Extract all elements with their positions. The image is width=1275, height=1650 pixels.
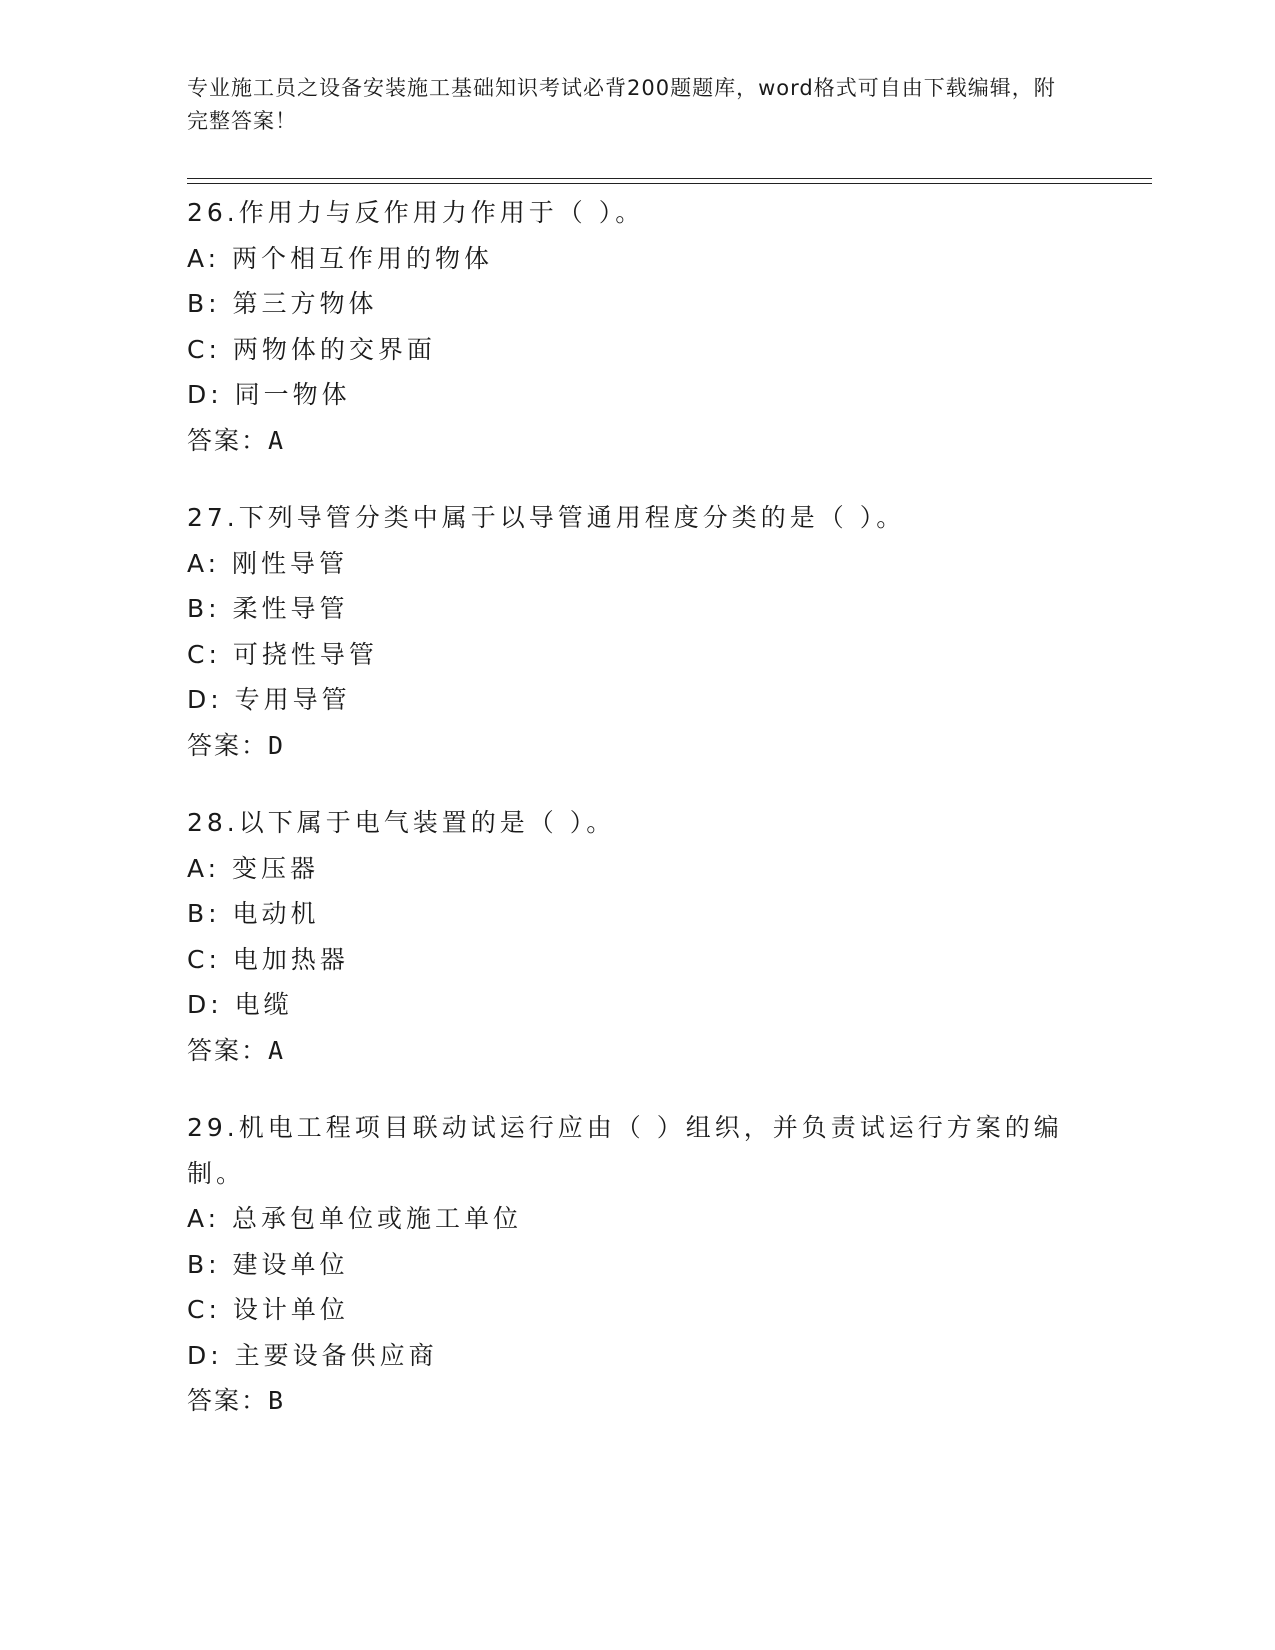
answer-value: B [268,1386,284,1415]
question-text: 26.作用力与反作用力作用于（ ）。 [187,198,645,227]
option-a: A: 变压器 [187,853,320,883]
answer-line [187,723,1087,769]
option-c: C: 设计单位 [187,1295,349,1324]
question-list [187,190,1087,1456]
answer-value: D [268,730,284,760]
answer-line [187,1028,1087,1074]
option-d: D: 主要设备供应商 [187,1340,438,1370]
option-d: D: 电缆 [187,990,293,1019]
question-text: 28.以下属于电气装置的是（ ）。 [187,808,616,837]
option-b: B: 第三方物体 [187,289,378,318]
option-c: C: 两物体的交界面 [187,334,436,364]
question-26 [187,190,1087,463]
option-d: D: 同一物体 [187,380,351,409]
question-29 [187,1105,1087,1424]
question-text: 27.下列导管分类中属于以导管通用程度分类的是（ ）。 [187,503,906,532]
option-d: D: 专用导管 [187,685,351,714]
option-a: A: 刚性导管 [187,548,349,578]
option-a: A: 总承包单位或施工单位 [187,1204,523,1233]
header-divider-bottom [187,183,1152,184]
answer-label: 答案： [187,1035,269,1065]
header-divider-top [187,178,1152,179]
option-c: C: 可挠性导管 [187,639,378,669]
option-a: A: 两个相互作用的物体 [187,243,494,273]
answer-value: A [268,1035,284,1065]
answer-line [187,418,1087,464]
option-c: C: 电加热器 [187,944,349,974]
option-b: B: 建设单位 [187,1249,349,1279]
answer-label: 答案： [187,730,269,760]
answer-line [187,1378,1087,1424]
answer-label: 答案： [187,1386,269,1415]
option-b: B: 柔性导管 [187,594,349,623]
option-b: B: 电动机 [187,899,320,928]
answer-value: A [268,425,284,455]
question-28 [187,800,1087,1073]
question-text: 29.机电工程项目联动试运行应由（ ）组织，并负责试运行方案的编制。 [187,1113,1063,1188]
document-header: 专业施工员之设备安装施工基础知识考试必背200题题库，word格式可自由下载编辑，附完整答案！ [187,76,1056,133]
answer-label: 答案： [187,425,269,455]
question-27 [187,495,1087,768]
